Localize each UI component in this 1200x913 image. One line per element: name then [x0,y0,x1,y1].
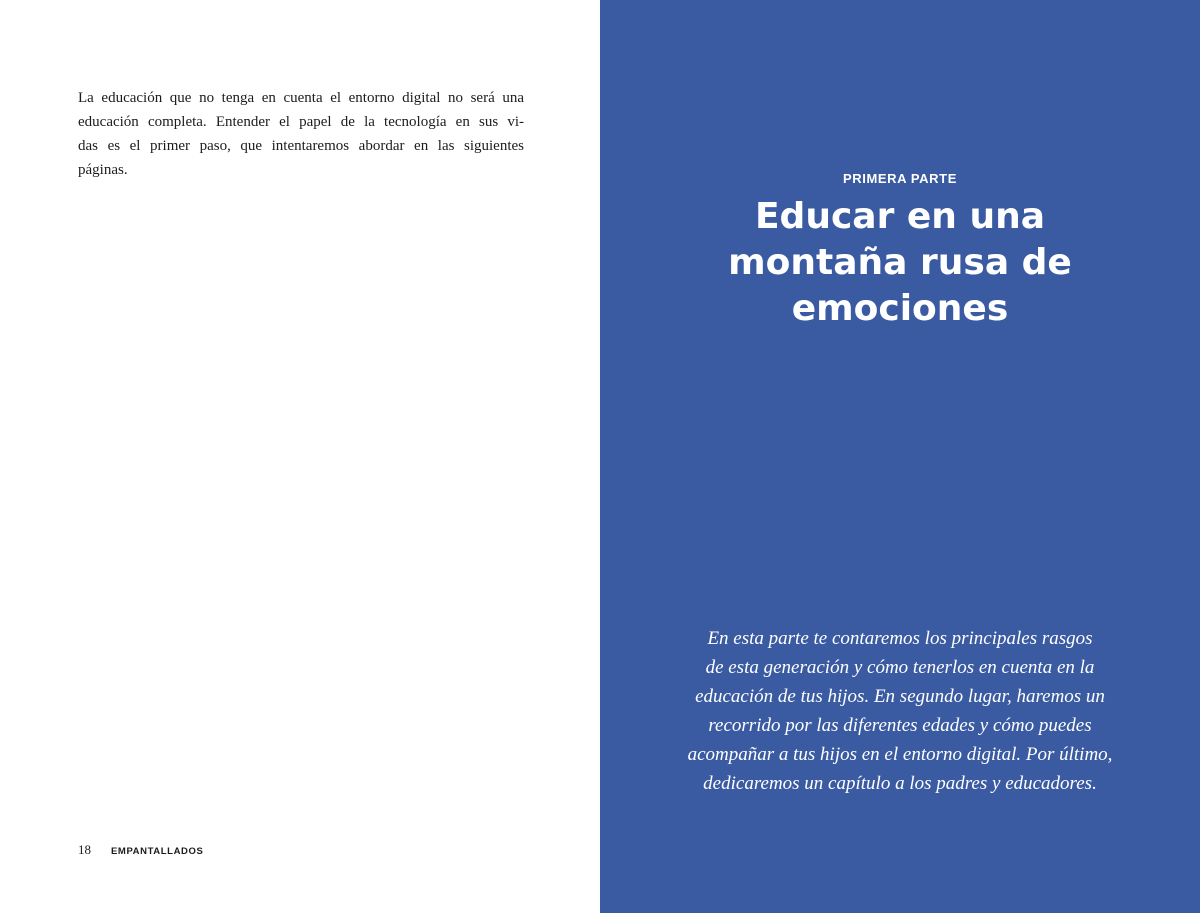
intro-line: dedicaremos un capítulo a los padres y educadores. [703,773,1097,794]
body-line: educación completa. Entender el papel de la tecnología en sus vi- [78,114,524,130]
part-title-line: montaña rusa de [728,242,1072,283]
page-footer [78,842,203,858]
body-paragraph [78,86,524,182]
intro-line: acompañar a tus hijos en el entorno digital. Por último, [687,744,1113,765]
page-number: 18 [78,842,91,857]
part-label: PRIMERA PARTE [843,171,957,186]
body-line: páginas. [78,162,128,178]
part-title [600,194,1200,332]
body-line: La educación que no tenga en cuenta el entorno digital no será una [78,90,524,106]
intro-line: de esta generación y cómo tenerlos en cuenta en la [705,657,1095,678]
right-page [600,0,1200,913]
part-title-line: emociones [791,288,1009,329]
intro-line: recorrido por las diferentes edades y cómo puedes [708,715,1092,736]
body-line: das es el primer paso, que intentaremos abordar en las siguientes [78,138,524,154]
part-title-line: Educar en una [754,196,1046,237]
intro-line: educación de tus hijos. En segundo lugar, haremos un [695,686,1105,707]
part-intro [600,624,1200,798]
running-title: EMPANTALLADOS [111,846,204,857]
intro-line: En esta parte te contaremos los principales rasgos [707,628,1093,649]
